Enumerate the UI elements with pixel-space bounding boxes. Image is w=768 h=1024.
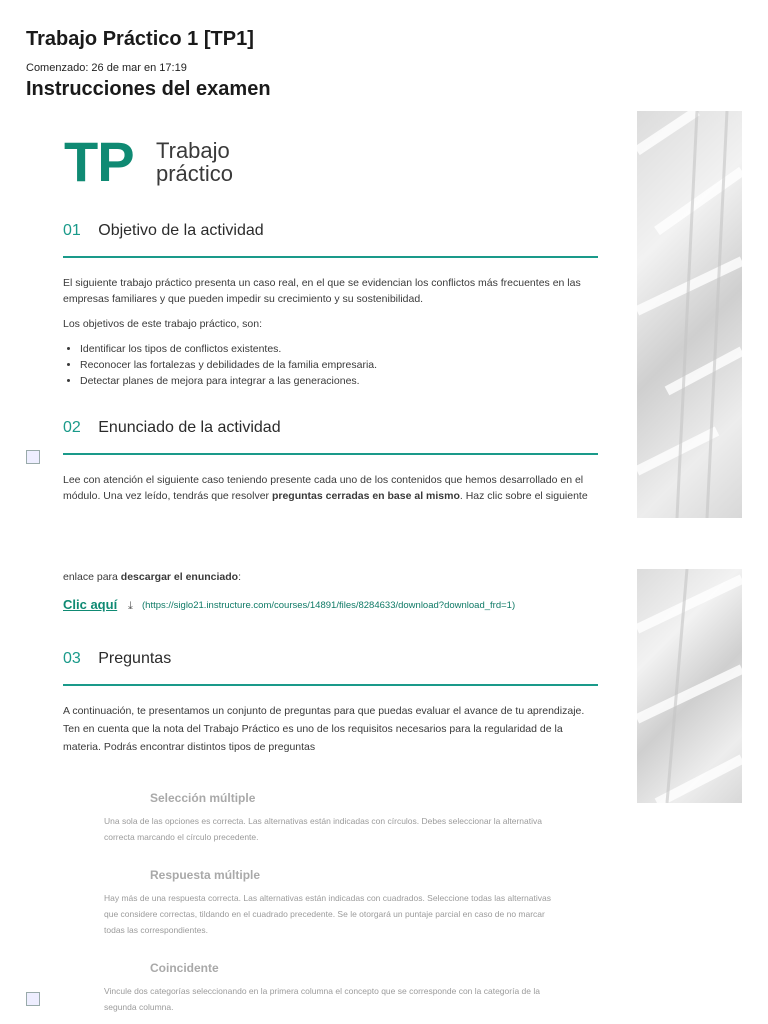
download-statement-link[interactable]: Clic aquí [63, 597, 118, 612]
questions-paragraph: A continuación, te presentamos un conjunto de preguntas para que puedas evaluar el avance de tu aprendizaje. Ten en cuenta que la nota del Trabajo Práctico es uno de los requisitos necesarios para la regularidad de la materia. Podrás encontrar distintos tipos de preguntas [63, 705, 585, 753]
section-divider [63, 256, 598, 258]
question-type-description: Hay más de una respuesta correcta. Las alternativas están indicadas con cuadrados. Seleccione todas las alternativas que considere correctas, tildando en el cuadrado precedente. Se le otorgará un puntaje parcial en caso de no marcar todas las correspondientes. [104, 893, 551, 935]
question-type-title: Coincidente [150, 961, 219, 975]
section-title: Objetivo de la actividad [98, 222, 264, 239]
tp-logo-word-2: práctico [156, 161, 234, 186]
question-type-description: Vincule dos categorías seleccionando en la primera columna el concepto que se corresponde con la categoría de la segunda columna. [104, 986, 540, 1012]
question-type-description: Una sola de las opciones es correcta. Las alternativas están indicadas con círculos. Debes seleccionar la alternativa correcta marcando el círculo precedente. [104, 816, 542, 842]
statement-text: Lee con atención el siguiente caso teniendo presente cada uno de los contenidos que hemos desarrollado en el módulo. Una vez leído, tendrás que resolver [63, 474, 584, 502]
section-number: 03 [63, 650, 81, 667]
download-intro-text: enlace para [63, 571, 121, 583]
broken-image-icon [26, 450, 40, 464]
section-divider [63, 684, 598, 686]
list-item: • Detectar planes de mejora para integrar a las generaciones. [80, 373, 598, 389]
download-intro [63, 569, 598, 585]
section-divider [63, 453, 598, 455]
list-item: • Identificar los tipos de conflictos existentes. [80, 341, 598, 357]
started-timestamp: Comenzado: 26 de mar en 17:19 [26, 62, 187, 74]
broken-image-icon [26, 992, 40, 1006]
question-type-title: Selección múltiple [150, 791, 256, 805]
section-number: 02 [63, 419, 81, 436]
objectives-list [63, 341, 598, 389]
section-title: Enunciado de la actividad [98, 419, 281, 436]
section-questions-heading [63, 650, 171, 668]
statement-paragraph [63, 472, 598, 504]
page-title: Trabajo Práctico 1 [TP1] [26, 28, 254, 50]
tp-logo-word-1: Trabajo [156, 138, 230, 163]
section-title: Preguntas [98, 650, 172, 667]
section-objective-heading [63, 222, 264, 240]
decorative-architecture-image-top [637, 111, 742, 518]
section-statement-heading [63, 419, 281, 437]
list-item: • Reconocer las fortalezas y debilidades de la familia empresaria. [80, 357, 598, 373]
question-type-title: Respuesta múltiple [150, 868, 261, 882]
download-icon[interactable]: ⤓ [128, 600, 133, 612]
objectives-intro: Los objetivos de este trabajo práctico, son: [63, 318, 263, 330]
statement-bold-text: preguntas cerradas en base al mismo [271, 490, 460, 502]
download-intro-bold: descargar el enunciado [120, 571, 239, 583]
tp-logo-mark: TP [64, 130, 134, 193]
decorative-architecture-image-bottom [637, 569, 742, 803]
download-url-text[interactable]: (https://siglo21.instructure.com/courses/14891/files/8284633/download?download_frd=1) [142, 600, 516, 611]
exam-instructions-heading: Instrucciones del examen [26, 78, 271, 100]
statement-text-end: . Haz clic sobre el siguiente [459, 490, 588, 502]
section-number: 01 [63, 222, 81, 239]
download-intro-end: : [238, 571, 242, 583]
objective-paragraph: El siguiente trabajo práctico presenta un caso real, en el que se evidencian los conflictos más frecuentes en las empresas familiares y que pueden impedir su crecimiento y su sostenibilidad. [63, 277, 581, 305]
